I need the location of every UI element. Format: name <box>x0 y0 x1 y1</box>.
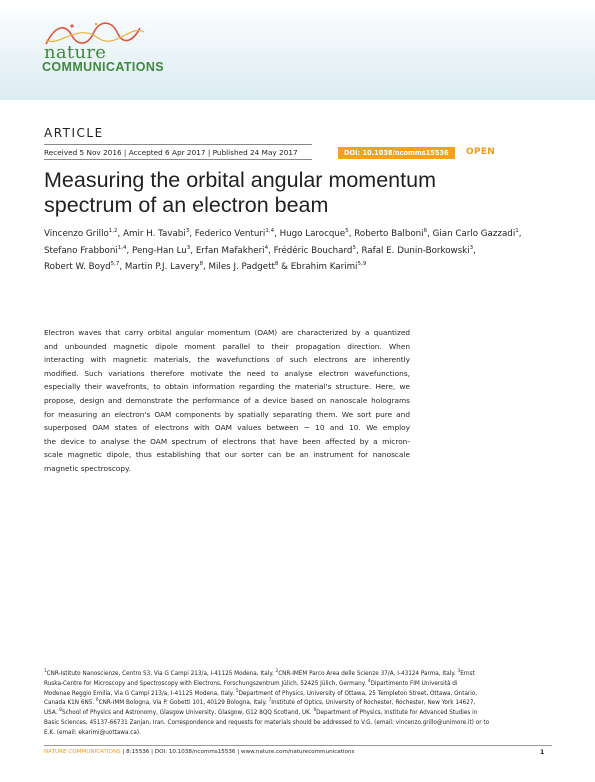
affiliation-ref: 8 <box>199 261 203 267</box>
affiliation-ref: 4 <box>264 244 269 251</box>
affiliation-number: 5 <box>235 687 239 693</box>
author-name[interactable]: & Ebrahim Karimi <box>278 262 358 272</box>
author-list <box>44 226 564 276</box>
affiliation-number: 8 <box>59 707 62 713</box>
abstract-line: and unbounded magnetic dipole moment parallel to their propagation direction. When <box>44 341 410 351</box>
affiliation-text: USA. <box>44 710 60 717</box>
affiliation-ref: 5,7 <box>110 261 120 267</box>
title-line: Measuring the orbital angular momentum <box>44 168 436 192</box>
abstract-line: interacting with magnetic materials, the wavefunctions of such electrons are inherently <box>44 355 410 365</box>
affiliation-ref: 6 <box>423 228 428 234</box>
logo-communications-text: COMMUNICATIONS <box>42 60 165 74</box>
affiliation-text: Ruska-Centre for Microscopy and Spectroscopy with Electrons, Forschungszentrum Jülich, 52425 Jülich, Germany. <box>44 680 368 687</box>
author-line <box>44 243 564 260</box>
affiliations <box>44 670 552 739</box>
affiliation-ref: 1,2 <box>108 228 118 234</box>
article-title <box>44 168 524 218</box>
affiliation-text: Ernst <box>460 671 475 677</box>
affiliation-ref: 8 <box>274 261 279 267</box>
abstract-line: propose, design and demonstrate the performance of a device based on nanoscale holograms <box>44 395 410 405</box>
abstract-line: Electron waves that carry orbital angular momentum (OAM) are characterized by a quantized <box>44 328 410 337</box>
author-name[interactable]: , Hugo Larocque <box>274 229 346 239</box>
affiliation-text: Dipartimento FIM Università di <box>370 680 458 687</box>
abstract-line: scale magnetic dipole, thus establishing that our sorter can be an instrument for nanoscale <box>44 450 410 460</box>
author-name[interactable]: , Peng-Han Lu <box>126 245 187 256</box>
affiliation-text: CNR-IMEM Parco Area delle Scienze 37/A, I-43124 Parma, Italy. <box>278 671 458 677</box>
abstract-line: especially their wavefronts, to obtain information regarding the material's structure. Here, we <box>44 382 410 392</box>
affiliation-text: Canada K1N 6N5. <box>44 700 96 707</box>
author-name[interactable]: , <box>518 229 522 239</box>
affiliation-number: 6 <box>95 697 99 703</box>
page-footer <box>44 749 354 755</box>
affiliation-number: 3 <box>457 668 461 673</box>
author-line <box>44 226 564 243</box>
abstract-line: for measuring an electron's OAM components by spatially separating them. We sort pure and <box>44 409 410 419</box>
affiliation-text: Basic Sciences, 45137-66731 Zanjan, Iran. Correspondence and requests for materials should be addressed to V.G. (email: vincenzo.grillo@unimore.it) or to <box>44 719 490 726</box>
affiliation-line <box>44 677 552 690</box>
affiliation-ref: 5,9 <box>357 261 367 267</box>
author-name[interactable]: Stefano Frabboni <box>44 245 118 256</box>
author-name[interactable]: , <box>473 245 476 256</box>
affiliation-text: CNR-Istituto Nanoscienze, Centro S3, Via G Campi 213/a, I-41125 Modena, Italy. <box>46 671 276 677</box>
affiliation-line <box>44 709 552 719</box>
abstract-line: modified. Such variations therefore motivate the need to analyse electron wavefunctions, <box>44 368 410 378</box>
affiliation-ref: 3 <box>185 228 190 234</box>
doi-badge[interactable]: DOI: 10.1038/ncomms15536 <box>338 147 455 159</box>
affiliation-ref: 5 <box>352 244 356 251</box>
affiliation-text: E.K. (email: ekarimi@uottawa.ca). <box>44 729 141 736</box>
affiliation-number: 1 <box>44 668 47 673</box>
affiliation-line <box>44 687 552 703</box>
logo-nature-text: nature <box>44 42 107 63</box>
affiliation-ref: 3 <box>186 244 191 251</box>
author-line <box>44 259 564 276</box>
author-name[interactable]: Vincenzo Grillo <box>44 229 109 239</box>
abstract <box>44 326 410 476</box>
divider <box>44 144 312 145</box>
author-name[interactable]: , Federico Venturi <box>189 229 266 239</box>
affiliation-text: School of Physics and Astronomy, Glasgow University, Glasgow, G12 8QQ Scotland, UK. <box>61 710 314 717</box>
author-name[interactable]: , Gian Carlo Gazzadi <box>427 229 516 239</box>
divider <box>44 159 312 160</box>
affiliation-line <box>44 729 552 739</box>
affiliation-number: 7 <box>268 697 272 703</box>
affiliation-text: Department of Physics, Institute for Advanced Studies in <box>316 710 478 717</box>
affiliation-text: Institute of Optics, University of Rochester, Rochester, New York 14627, <box>271 700 476 707</box>
affiliation-ref: 1 <box>515 228 519 234</box>
affiliation-ref: 3 <box>469 244 474 251</box>
author-name[interactable]: , Rafal E. Dunin-Borkowski <box>355 245 470 256</box>
affiliation-ref: 5 <box>345 228 349 234</box>
affiliation-number: 4 <box>367 677 371 683</box>
author-name[interactable]: , Erfan Mafakheri <box>190 245 265 256</box>
affiliation-text: CNR-IMM Bologna, Via P. Gobetti 101, 40129 Bologna, Italy. <box>98 700 269 707</box>
affiliation-line <box>44 670 552 680</box>
abstract-line: magnetic spectroscopy. <box>44 463 131 473</box>
affiliation-line <box>44 699 552 709</box>
author-name[interactable]: , Martin P.J. Lavery <box>119 262 200 272</box>
author-name[interactable]: , Amir H. Tavabi <box>117 229 186 239</box>
section-label: ARTICLE <box>44 126 104 140</box>
journal-logo[interactable] <box>38 18 178 78</box>
author-name[interactable]: , Miles J. Padgett <box>202 262 275 272</box>
publication-dates: Received 5 Nov 2016 | Accepted 6 Apr 2017 | Published 24 May 2017 <box>44 148 298 157</box>
affiliation-ref: 1,4 <box>117 244 127 251</box>
author-name[interactable]: Robert W. Boyd <box>44 262 111 272</box>
page-number: 1 <box>540 749 545 756</box>
affiliation-text: Modenae Reggio Emilia, Via G Campi 213/a, I-41125 Modena, Italy. <box>44 690 236 697</box>
author-name[interactable]: , Frédéric Bouchard <box>268 245 353 256</box>
affiliation-ref: 1,4 <box>265 228 275 234</box>
abstract-line: superposed OAM states of electrons with OAM values between − 10 and 10. We employ <box>44 423 410 433</box>
open-access-badge: OPEN <box>466 147 496 157</box>
affiliation-number: 9 <box>313 707 317 713</box>
footer-journal: NATURE COMMUNICATIONS <box>44 749 121 755</box>
author-name[interactable]: , Roberto Balboni <box>348 229 424 239</box>
affiliation-line <box>44 719 552 729</box>
footer-info: | 8:15536 | DOI: 10.1038/ncomms15536 | www.nature.com/naturecommunications <box>120 749 355 755</box>
abstract-line: the device to analyse the OAM spectrum of electrons that have been affected by a micron- <box>44 436 410 446</box>
divider <box>44 745 552 746</box>
affiliation-number: 2 <box>275 668 279 673</box>
title-line: spectrum of an electron beam <box>44 193 329 217</box>
affiliation-text: Department of Physics, University of Ottawa, 25 Templeton Street, Ottawa, Ontario, <box>238 690 478 697</box>
